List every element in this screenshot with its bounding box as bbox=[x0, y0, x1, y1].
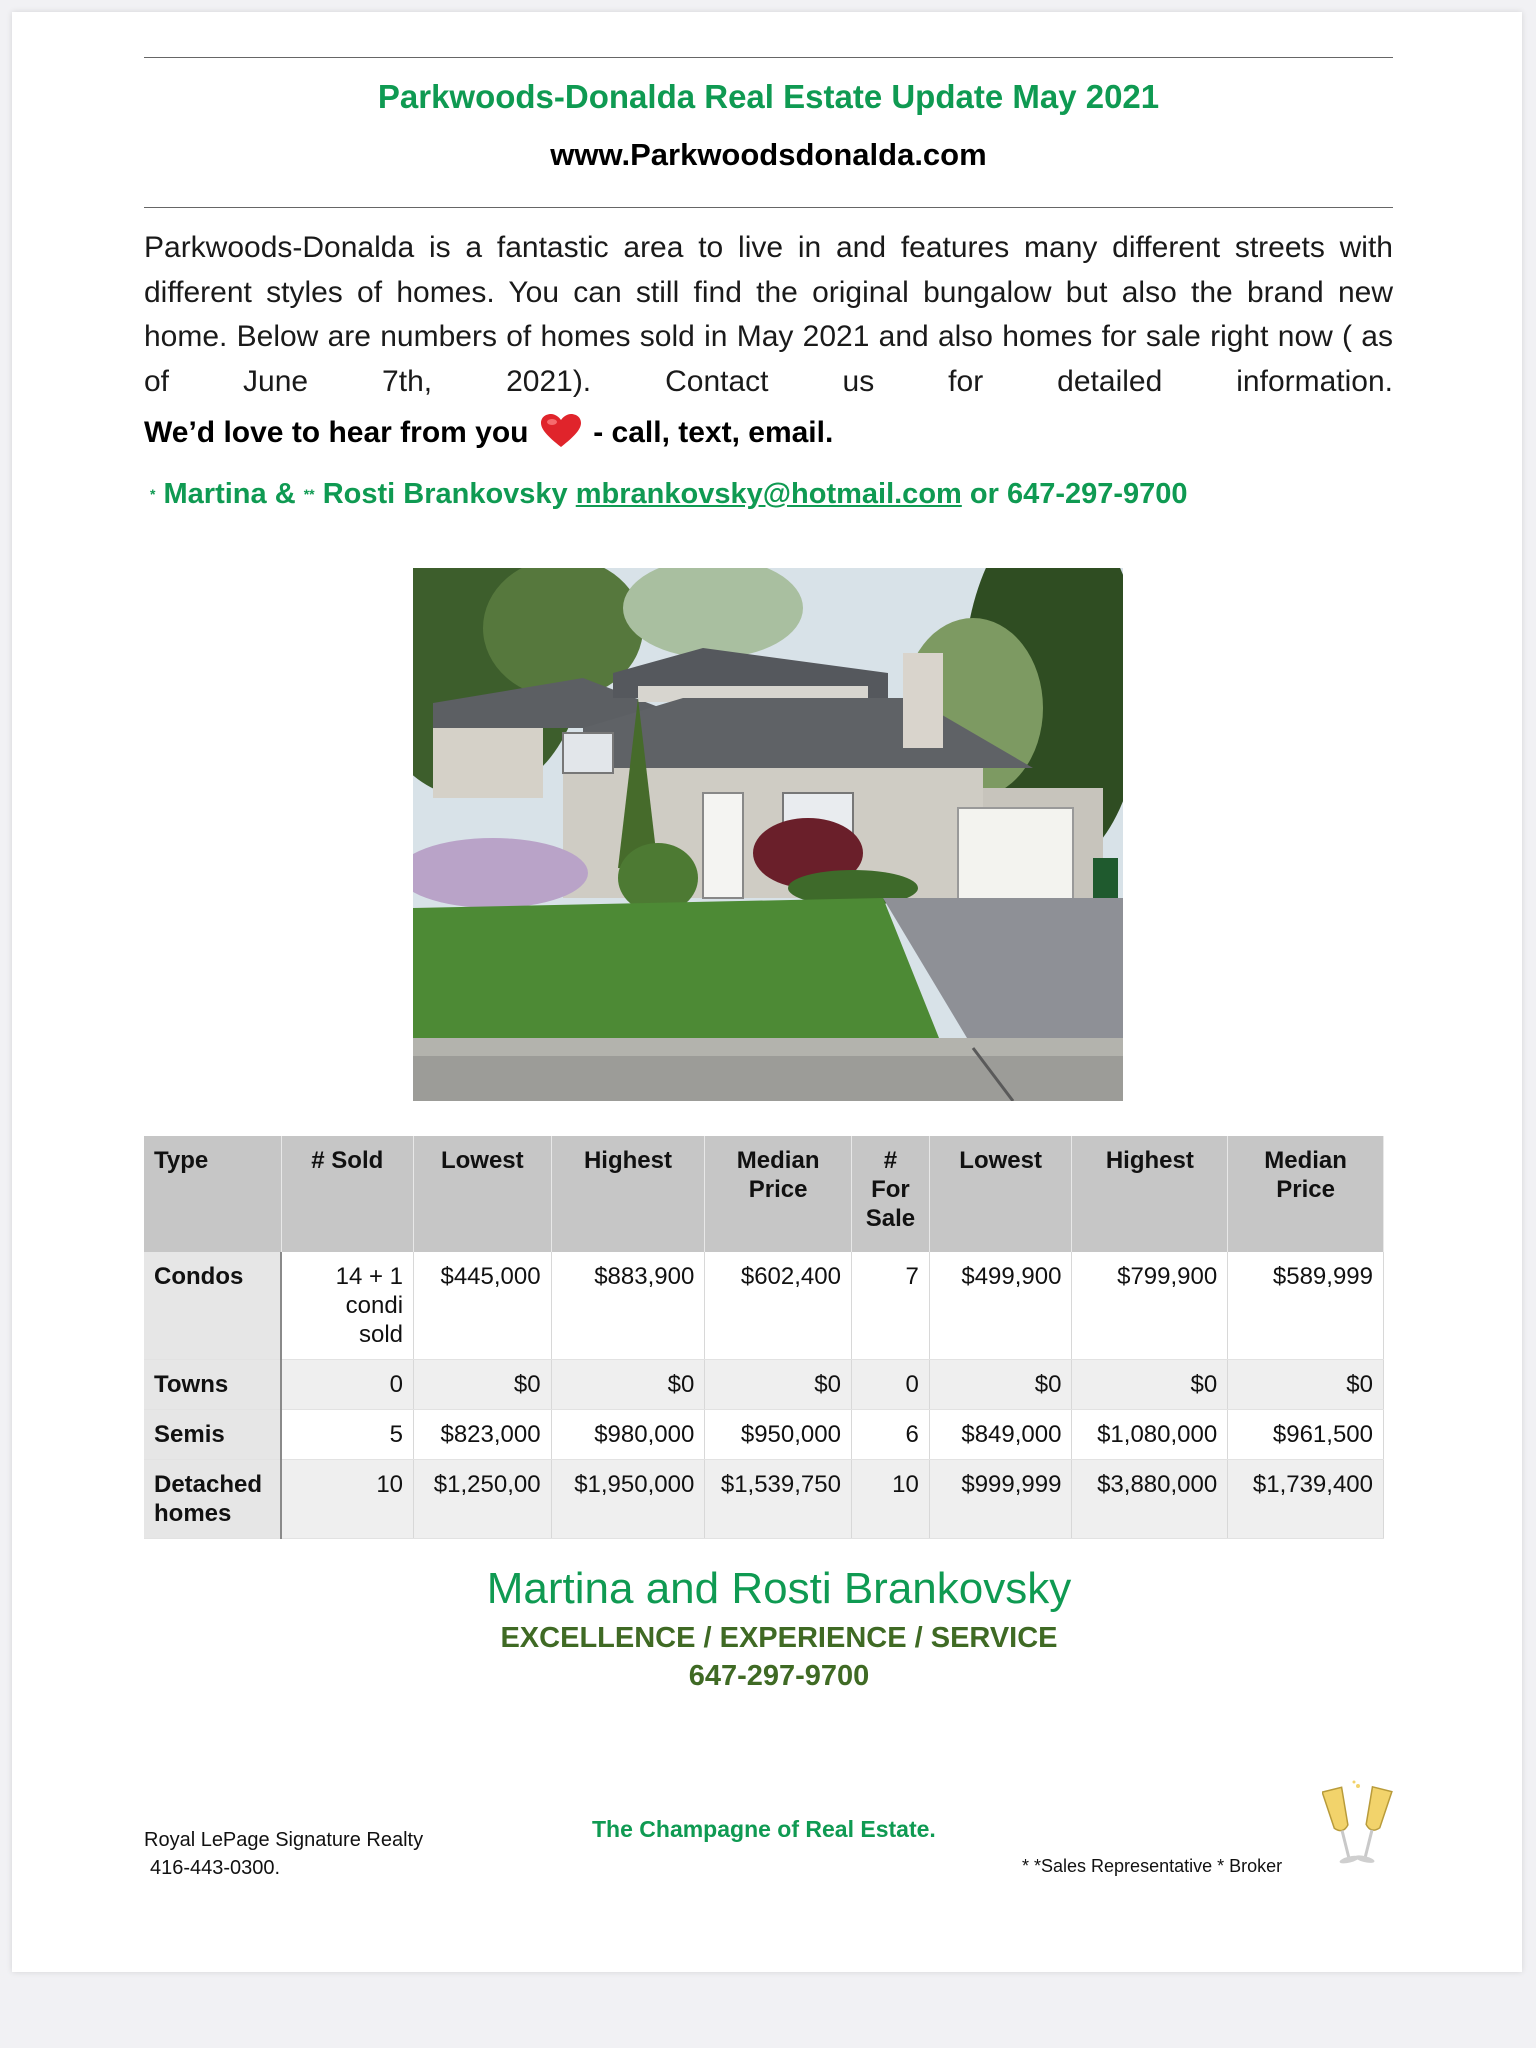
sold-cell: 10 bbox=[281, 1460, 413, 1539]
brokerage-phone: 416-443-0300. bbox=[150, 1857, 281, 1879]
sold-cell: 14 + 1 condi sold bbox=[281, 1252, 413, 1360]
top-rule bbox=[144, 57, 1393, 58]
sold-highest-cell: $980,000 bbox=[551, 1410, 705, 1460]
table-row bbox=[144, 1460, 1384, 1539]
sale-median-cell: $961,500 bbox=[1228, 1410, 1384, 1460]
type-cell: Detached homes bbox=[144, 1460, 281, 1539]
for-sale-cell: 7 bbox=[851, 1252, 929, 1360]
newsletter-page bbox=[12, 12, 1522, 1972]
sold-highest-cell: $1,950,000 bbox=[551, 1460, 705, 1539]
agent-name-2: Rosti Brankovsky bbox=[322, 478, 568, 510]
for-sale-cell: 6 bbox=[851, 1410, 929, 1460]
champagne-glasses-icon bbox=[1322, 1780, 1394, 1872]
type-cell: Semis bbox=[144, 1410, 281, 1460]
sale-median-cell: $589,999 bbox=[1228, 1252, 1384, 1360]
column-header: Lowest bbox=[929, 1136, 1072, 1252]
brokerage-info bbox=[144, 1826, 423, 1882]
email-link[interactable]: mbrankovsky@hotmail.com bbox=[575, 478, 962, 510]
house-illustration bbox=[413, 568, 1123, 1101]
sold-cell: 0 bbox=[281, 1360, 413, 1410]
contact-line bbox=[150, 478, 1188, 511]
header-rule bbox=[144, 207, 1393, 208]
sale-highest-cell: $799,900 bbox=[1072, 1252, 1228, 1360]
star-marker: ** bbox=[303, 486, 315, 502]
page-title: Parkwoods-Donalda Real Estate Update May 2021 bbox=[377, 78, 1160, 115]
sold-lowest-cell: $445,000 bbox=[414, 1252, 552, 1360]
sales-stats-table bbox=[144, 1136, 1384, 1539]
sale-highest-cell: $0 bbox=[1072, 1360, 1228, 1410]
column-header: Median Price bbox=[705, 1136, 852, 1252]
sale-highest-cell: $3,880,000 bbox=[1072, 1460, 1228, 1539]
column-header: Type bbox=[144, 1136, 281, 1252]
signature-name: Martina and Rosti Brankovsky bbox=[486, 1564, 1072, 1613]
heart-icon bbox=[541, 414, 581, 448]
website-link[interactable]: www.Parkwoodsdonalda.com bbox=[550, 137, 987, 172]
column-header: Lowest bbox=[414, 1136, 552, 1252]
sale-highest-cell: $1,080,000 bbox=[1072, 1410, 1228, 1460]
call-to-action bbox=[144, 414, 833, 450]
column-header: # Sold bbox=[281, 1136, 413, 1252]
sold-lowest-cell: $823,000 bbox=[414, 1410, 552, 1460]
table-row bbox=[144, 1410, 1384, 1460]
slogan: The Champagne of Real Estate. bbox=[592, 1816, 936, 1842]
sold-highest-cell: $0 bbox=[551, 1360, 705, 1410]
sold-lowest-cell: $0 bbox=[414, 1360, 552, 1410]
sale-lowest-cell: $999,999 bbox=[929, 1460, 1072, 1539]
type-cell: Condos bbox=[144, 1252, 281, 1360]
or-text: or bbox=[969, 478, 999, 510]
sale-median-cell: $1,739,400 bbox=[1228, 1460, 1384, 1539]
cta-methods: - call, text, email. bbox=[593, 416, 834, 449]
house-photo bbox=[413, 568, 1123, 1101]
intro-paragraph: Parkwoods-Donalda is a fantastic area to live in and features many different streets with different styles of homes. You can still find the original bungalow but also the brand new home. Below are numbers of homes sold in May 2021 and also homes for sale right now ( as of June 7th, 2021). Contact us for detailed information. bbox=[144, 231, 1393, 398]
signature-phone: 647-297-9700 bbox=[688, 1660, 870, 1692]
type-cell: Towns bbox=[144, 1360, 281, 1410]
sold-lowest-cell: $1,250,00 bbox=[414, 1460, 552, 1539]
signature-tagline: EXCELLENCE / EXPERIENCE / SERVICE bbox=[500, 1622, 1058, 1654]
column-header: Median Price bbox=[1228, 1136, 1384, 1252]
designations-note: * *Sales Representative * Broker bbox=[1022, 1856, 1283, 1876]
sold-median-cell: $950,000 bbox=[705, 1410, 852, 1460]
brokerage-name: Royal LePage Signature Realty bbox=[144, 1829, 424, 1851]
cta-text: We’d love to hear from you bbox=[144, 416, 529, 449]
star-marker: * bbox=[150, 486, 156, 502]
column-header: # For Sale bbox=[851, 1136, 929, 1252]
sale-lowest-cell: $849,000 bbox=[929, 1410, 1072, 1460]
table-header-row bbox=[144, 1136, 1384, 1252]
sold-median-cell: $0 bbox=[705, 1360, 852, 1410]
sale-lowest-cell: $499,900 bbox=[929, 1252, 1072, 1360]
sold-highest-cell: $883,900 bbox=[551, 1252, 705, 1360]
sale-lowest-cell: $0 bbox=[929, 1360, 1072, 1410]
agent-name-1: Martina & bbox=[163, 478, 296, 510]
for-sale-cell: 0 bbox=[851, 1360, 929, 1410]
table-row bbox=[144, 1252, 1384, 1360]
table-row bbox=[144, 1360, 1384, 1410]
column-header: Highest bbox=[1072, 1136, 1228, 1252]
sold-median-cell: $1,539,750 bbox=[705, 1460, 852, 1539]
sold-cell: 5 bbox=[281, 1410, 413, 1460]
sold-median-cell: $602,400 bbox=[705, 1252, 852, 1360]
column-header: Highest bbox=[551, 1136, 705, 1252]
sale-median-cell: $0 bbox=[1228, 1360, 1384, 1410]
contact-phone: 647-297-9700 bbox=[1006, 478, 1188, 510]
for-sale-cell: 10 bbox=[851, 1460, 929, 1539]
